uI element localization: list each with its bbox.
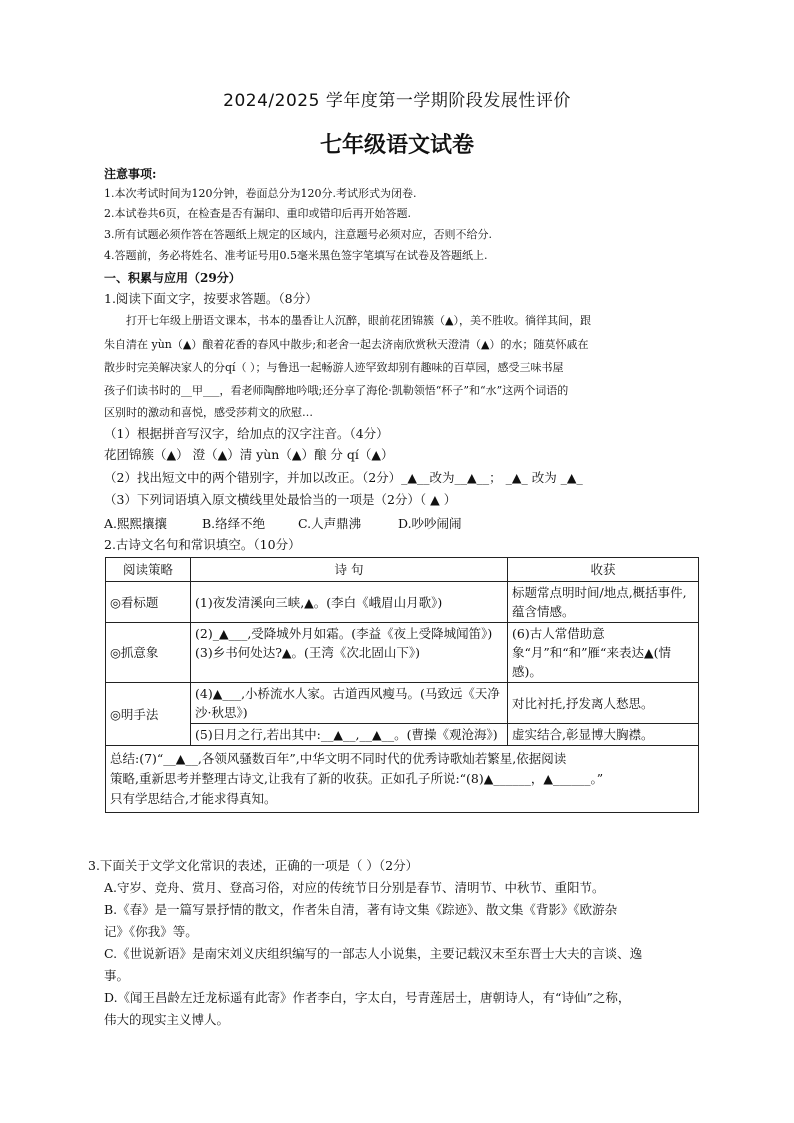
question-1-3: （3）下列词语填入原文横线里处最恰当的一项是（2分）（ ▲ ） (104, 492, 457, 507)
table-row (106, 623, 699, 683)
table-row (106, 683, 699, 724)
gain-cell: 对比衬托,抒发离人愁思。 (508, 683, 699, 724)
poem-line: (3)乡书何处达?▲。(王湾《次北固山下》) (195, 645, 421, 660)
poem-line: (5)日月之行,若出其中:__▲__,__▲__。(曹操《观沧海》) (195, 727, 498, 742)
summary-line: 总结:(7)“__▲__,各领风骚数百年”,中华文明不同时代的优秀诗歌灿若繁星,依据阅读 (110, 751, 567, 766)
table-summary-row (106, 746, 699, 813)
option-d: D.吵吵闹闹 (398, 516, 462, 531)
strategy-cell: ◎明手法 (106, 683, 191, 746)
note-item: 3.所有试题必须作答在答题纸上规定的区域内，注意题号必须对应，否则不给分. (104, 228, 492, 241)
option-b: B.络绎不绝 (202, 516, 266, 531)
passage-line: 孩子们读书时的__甲___，看老师陶醉地吟哦;还分享了海伦·凯勒领悟“杯子”和“水”这两个词语的 (104, 384, 569, 397)
exam-subtitle: 七年级语文试卷 (319, 133, 474, 158)
gain-cell: 标题常点明时间/地点,概括事件,蕴含情感。 (508, 582, 699, 623)
summary-line: 策略,重新思考并整理古诗文,让我有了新的收获。正如孔子所说:“(8)▲______，▲______。” (110, 771, 604, 786)
passage-line: 打开七年级上册语文课本，书本的墨香让人沉醉，眼前花团锦簇（▲），美不胜收。徜徉其间，跟 (126, 314, 591, 327)
note-item: 4.答题前，务必将姓名、准考证号用0.5毫米黑色签字笔填写在试卷及答题纸上. (104, 249, 488, 262)
header-strategy: 阅读策略 (106, 558, 191, 582)
header-poem-line: 诗 句 (191, 558, 508, 582)
question-1-1: （1）根据拼音写汉字，给加点的汉字注音。（4分） (104, 426, 389, 441)
strategy-cell: ◎抓意象 (106, 623, 191, 683)
option-a: A.熙熙攘攘 (104, 516, 168, 531)
question-1-2: （2）找出短文中的两个错别字，并加以改正。（2分）_▲__改为__▲__； _▲_ 改为 _▲_ (104, 470, 583, 485)
poem-cell (191, 623, 508, 683)
poem-cell (191, 582, 508, 623)
question-3-prompt: 3.下面关于文学文化常识的表述，正确的一项是（ ）（2分） (88, 858, 419, 873)
q3-option-line: D.《闻王昌龄左迁龙标遥有此寄》作者李白，字太白，号青莲居士，唐朝诗人，有“诗仙”之称， (104, 990, 631, 1005)
poem-strategy-table (105, 557, 699, 813)
table-row (106, 724, 699, 746)
question-1-prompt: 1.阅读下面文字，按要求答题。（8分） (104, 291, 318, 306)
option-c: C.人声鼎沸 (298, 516, 362, 531)
note-item: 2.本试卷共6页，在检查是否有漏印、重印或错印后再开始答题. (104, 207, 411, 220)
poem-cell (191, 724, 508, 746)
exam-header-title: 2024/2025 学年度第一学期阶段发展性评价 (223, 91, 571, 111)
table-header-row (106, 558, 699, 582)
q3-option-line: 记》《你我》等。 (104, 924, 198, 939)
poem-cell (191, 683, 508, 724)
passage-line: 散步时完美解决家人的分qí（ ）；与鲁迅一起畅游人迹罕致却别有趣味的百草园，感受三味书屋 (104, 361, 564, 374)
question-1-1-items: 花团锦簇（▲） 澄（▲）清 yùn（▲）酿 分 qí（▲） (104, 447, 394, 462)
passage-line: 区别时的激动和喜悦，感受莎莉文的欣慰… (104, 406, 313, 419)
q3-option-line: 事。 (104, 968, 130, 983)
passage-line: 朱自清在 yùn（▲）酿着花香的春风中散步;和老舍一起去济南欣赏秋天澄清（▲）的水；随莫怀戚在 (104, 338, 589, 351)
header-gain: 收获 (508, 558, 699, 582)
poem-line: (4)▲___,小桥流水人家。古道西风瘦马。(马致远《天净沙·秋思》) (195, 686, 500, 720)
strategy-cell: ◎看标题 (106, 582, 191, 623)
note-item: 1.本次考试时间为120分钟，卷面总分为120分.考试形式为闭卷. (104, 187, 417, 200)
table-row (106, 582, 699, 623)
q3-option-line: C.《世说新语》是南宋刘义庆组织编写的一部志人小说集，主要记载汉末至东晋士大夫的言谈、逸 (104, 946, 643, 961)
notes-heading: 注意事项: (104, 167, 157, 181)
question-2-prompt: 2.古诗文名句和常识填空。（10分） (104, 537, 301, 552)
summary-cell (106, 746, 699, 813)
q3-option-line: B.《春》是一篇写景抒情的散文，作者朱自清，著有诗文集《踪迹》、散文集《背影》《欧游杂 (104, 902, 618, 917)
summary-line: 只有学思结合,才能求得真知。 (110, 791, 277, 806)
gain-cell: 虚实结合,彰显博大胸襟。 (508, 724, 699, 746)
q3-option-line: A.守岁、竞舟、赏月、登高习俗，对应的传统节日分别是春节、清明节、中秋节、重阳节。 (104, 880, 605, 895)
gain-cell: (6)古人常借助意象“月”和“和”雁“来表达▲(情感)。 (508, 623, 699, 683)
poem-line: (1)夜发清溪向三峡,▲。(李白《峨眉山月歌》) (195, 594, 443, 610)
q3-option-line: 伟大的现实主义博人。 (104, 1012, 230, 1027)
poem-line: (2)_▲___,受降城外月如霜。(李益《夜上受降城闻笛》) (195, 626, 493, 641)
section-heading: 一、积累与应用（29分） (104, 271, 241, 285)
